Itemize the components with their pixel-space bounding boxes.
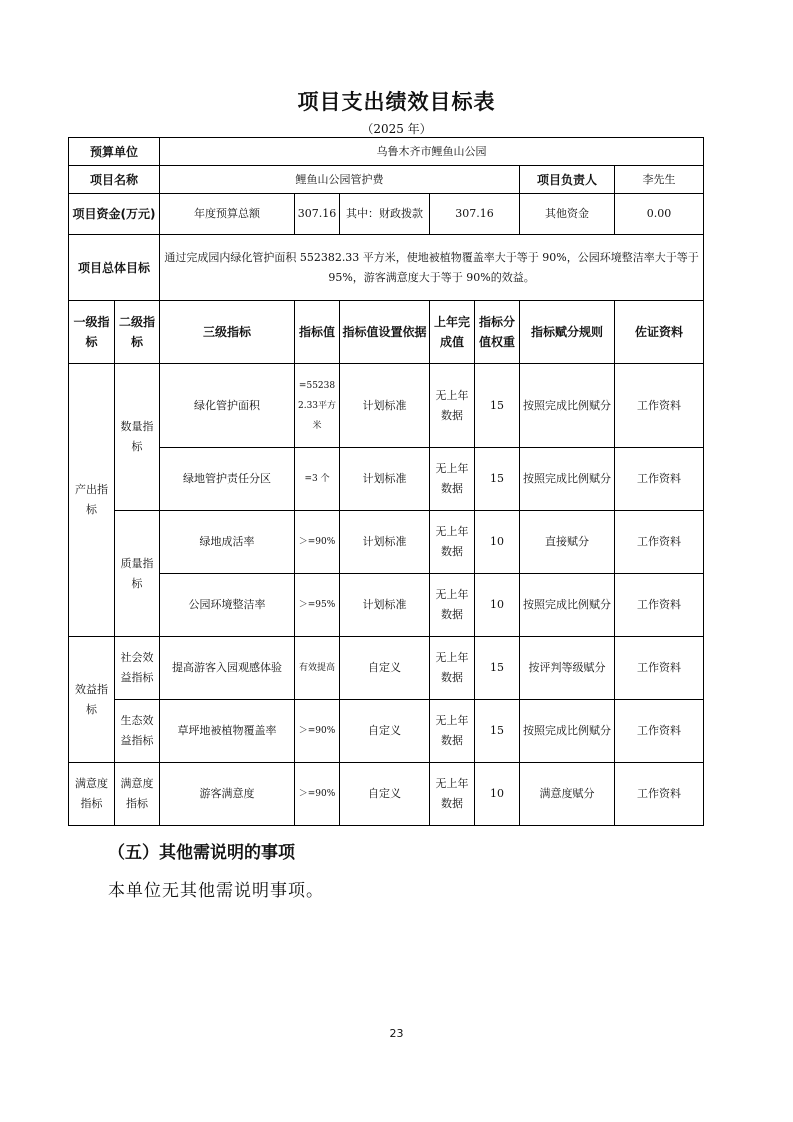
group-benefit: 效益指标 [69, 637, 115, 763]
indicator-prev: 无上年数据 [430, 574, 475, 637]
section-text: 本单位无其他需说明事项。 [108, 881, 324, 901]
col-prev: 上年完成值 [430, 301, 475, 364]
subgroup-eco: 生态效益指标 [115, 700, 160, 763]
indicator-evidence: 工作资料 [615, 700, 704, 763]
indicator-rule: 按照完成比例赋分 [520, 364, 615, 448]
performance-table [68, 137, 704, 826]
indicator-evidence: 工作资料 [615, 448, 704, 511]
fiscal-value: 307.16 [430, 194, 520, 235]
col-value: 指标值 [295, 301, 340, 364]
fiscal-label: 其中：财政拨款 [340, 194, 430, 235]
indicator-prev: 无上年数据 [430, 763, 475, 826]
table-row [69, 364, 704, 448]
indicator-value: ＞=90% [295, 700, 340, 763]
indicator-basis: 计划标准 [340, 574, 430, 637]
goal-text: 通过完成园内绿化管护面积 552382.33 平方米，使地被植物覆盖率大于等于 90%，公园环境整洁率大于等于 95%，游客满意度大于等于 90%的效益。 [160, 235, 704, 301]
indicator-basis: 自定义 [340, 637, 430, 700]
indicator-value: ＞=90% [295, 511, 340, 574]
indicator-prev: 无上年数据 [430, 364, 475, 448]
indicator-evidence: 工作资料 [615, 637, 704, 700]
group-satisfaction: 满意度指标 [69, 763, 115, 826]
group-output: 产出指标 [69, 364, 115, 637]
table-row [69, 763, 704, 826]
project-leader-value: 李先生 [615, 166, 704, 194]
indicator-basis: 计划标准 [340, 448, 430, 511]
year-label: （2025 年） [361, 122, 432, 136]
col-evidence: 佐证资料 [615, 301, 704, 364]
subgroup-social: 社会效益指标 [115, 637, 160, 700]
indicator-name: 草坪地被植物覆盖率 [160, 700, 295, 763]
indicator-name: 绿化管护面积 [160, 364, 295, 448]
indicator-rule: 按评判等级赋分 [520, 637, 615, 700]
subgroup-satisfaction: 满意度指标 [115, 763, 160, 826]
project-name-value: 鲤鱼山公园管护费 [160, 166, 520, 194]
indicator-prev: 无上年数据 [430, 448, 475, 511]
table-row [69, 574, 704, 637]
col-level3: 三级指标 [160, 301, 295, 364]
project-leader-label: 项目负责人 [520, 166, 615, 194]
indicator-weight: 15 [475, 700, 520, 763]
project-name-label: 项目名称 [69, 166, 160, 194]
indicator-rule: 按照完成比例赋分 [520, 574, 615, 637]
indicator-name: 公园环境整洁率 [160, 574, 295, 637]
indicator-basis: 自定义 [340, 763, 430, 826]
indicator-value: ＞=90% [295, 763, 340, 826]
budget-unit-label: 预算单位 [69, 138, 160, 166]
indicator-prev: 无上年数据 [430, 511, 475, 574]
indicator-weight: 15 [475, 448, 520, 511]
annual-total-label: 年度预算总额 [160, 194, 295, 235]
indicator-prev: 无上年数据 [430, 700, 475, 763]
section-heading: （五）其他需说明的事项 [108, 843, 295, 863]
col-level2: 二级指标 [115, 301, 160, 364]
indicator-evidence: 工作资料 [615, 364, 704, 448]
col-basis: 指标值设置依据 [340, 301, 430, 364]
indicator-value: =3 个 [295, 448, 340, 511]
indicator-prev: 无上年数据 [430, 637, 475, 700]
table-row [69, 511, 704, 574]
col-level1: 一级指标 [69, 301, 115, 364]
budget-unit-value: 乌鲁木齐市鲤鱼山公园 [160, 138, 704, 166]
other-funds-value: 0.00 [615, 194, 704, 235]
indicator-weight: 15 [475, 364, 520, 448]
indicator-value: 有效提高 [295, 637, 340, 700]
table-row [69, 700, 704, 763]
indicator-rule: 按照完成比例赋分 [520, 448, 615, 511]
indicator-name: 游客满意度 [160, 763, 295, 826]
indicator-basis: 计划标准 [340, 364, 430, 448]
page-title: 项目支出绩效目标表 [297, 90, 496, 114]
indicator-evidence: 工作资料 [615, 574, 704, 637]
table-row [69, 448, 704, 511]
indicator-weight: 10 [475, 763, 520, 826]
indicator-weight: 10 [475, 511, 520, 574]
table-row [69, 637, 704, 700]
indicator-evidence: 工作资料 [615, 763, 704, 826]
indicator-basis: 计划标准 [340, 511, 430, 574]
indicator-weight: 15 [475, 637, 520, 700]
subgroup-quantity: 数量指标 [115, 364, 160, 511]
col-rule: 指标赋分规则 [520, 301, 615, 364]
subgroup-quality: 质量指标 [115, 511, 160, 637]
indicator-rule: 直接赋分 [520, 511, 615, 574]
indicator-evidence: 工作资料 [615, 511, 704, 574]
indicator-weight: 10 [475, 574, 520, 637]
goal-label: 项目总体目标 [69, 235, 160, 301]
indicator-basis: 自定义 [340, 700, 430, 763]
annual-total-value: 307.16 [295, 194, 340, 235]
indicator-rule: 按照完成比例赋分 [520, 700, 615, 763]
project-funds-label: 项目资金(万元) [69, 194, 160, 235]
indicator-name: 提高游客入园观感体验 [160, 637, 295, 700]
page-number: 23 [389, 1027, 404, 1040]
indicator-value: ＞=95% [295, 574, 340, 637]
indicator-value: =552382.33平方米 [295, 364, 340, 448]
indicator-name: 绿地成活率 [160, 511, 295, 574]
other-funds-label: 其他资金 [520, 194, 615, 235]
indicator-rule: 满意度赋分 [520, 763, 615, 826]
indicator-name: 绿地管护责任分区 [160, 448, 295, 511]
col-weight: 指标分值权重 [475, 301, 520, 364]
